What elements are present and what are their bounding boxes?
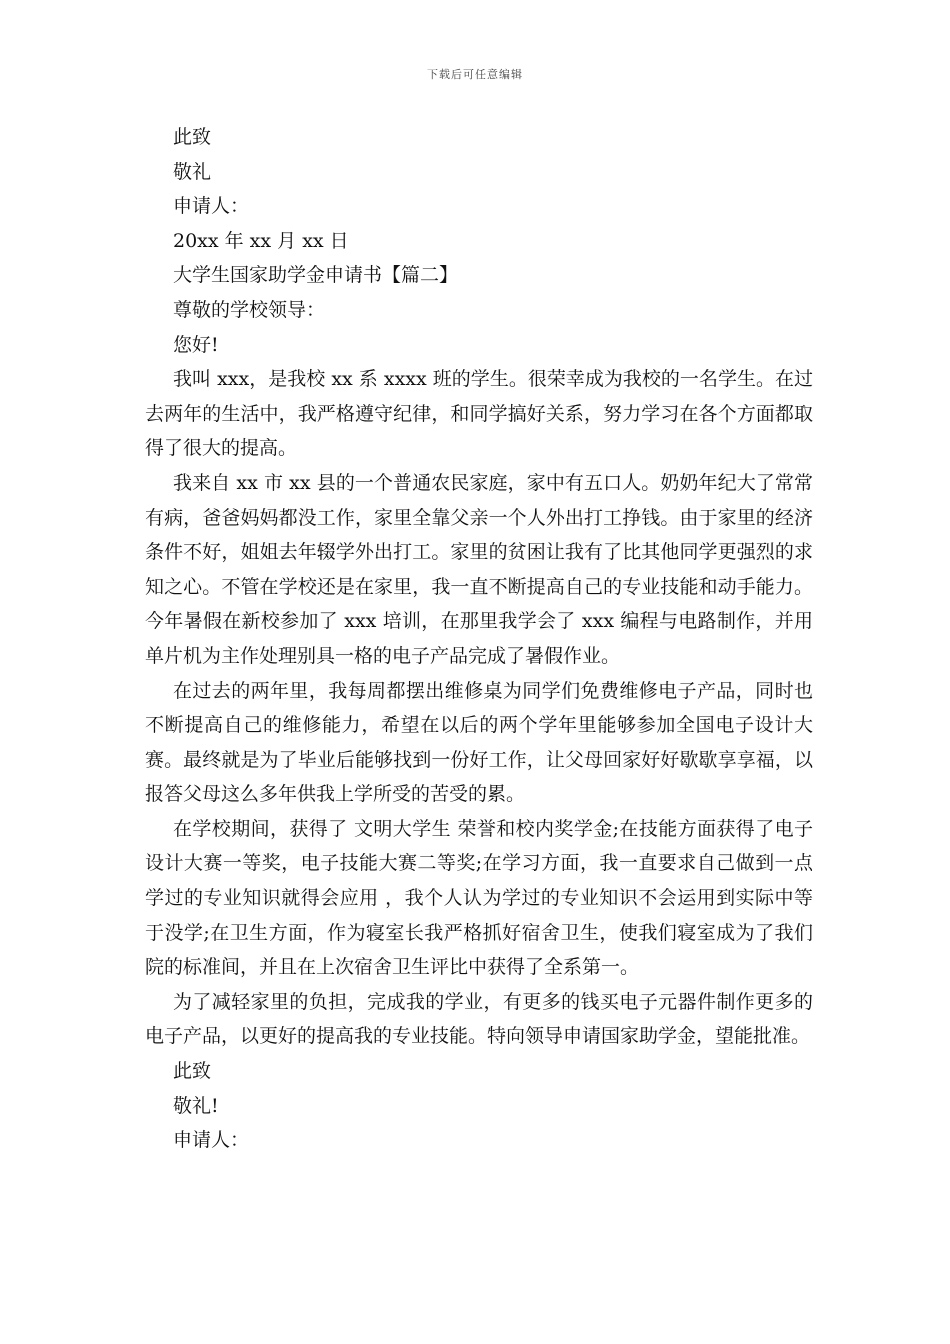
letter-hello: 您好! — [173, 333, 219, 356]
body-paragraph: 在学校期间，获得了 文明大学生 荣誉和校内奖学金;在技能方面获得了电子设计大赛一等奖，电子技能大赛二等奖;在学习方面，我一直要求自己做到一点 学过的专业知识就得会应用 ，我个人认为学过的专业知识不会运用到实际中等于没学;在卫生方面，作为寝室长我严格抓好宿舍卫生，使我们寝室成为了我们院的标准间，并且在上次宿舍卫生评比中获得了全系第一。 — [145, 817, 813, 979]
page-header: 下载后可任意编辑 — [427, 68, 523, 81]
applicant-label-2: 申请人： — [173, 1129, 250, 1152]
body-paragraph: 我叫 xxx，是我校 xx 系 xxxx 班的学生。很荣幸成为我校的一名学生。在过去两年的生活中，我严格遵守纪律，和同学搞好关系，努力学习在各个方面都取得了很大的提高。 — [145, 368, 813, 460]
letter-greeting: 尊敬的学校领导： — [173, 298, 326, 321]
letter-date: 20xx 年 xx 月 xx 日 — [173, 229, 349, 252]
letter-title: 大学生国家助学金申请书【篇二】 — [173, 264, 459, 287]
body-paragraph: 我来自 xx 市 xx 县的一个普通农民家庭，家中有五口人。奶奶年纪大了常常有病，爸爸妈妈都没工作，家里全靠父亲一个人外出打工挣钱。由于家里的经济条件不好，姐姐去年辍学外出打工。家里的贫困让我有了比其他同学更强烈的求知之心。不管在学校还是在家里，我一直不断提高自己的专业技能和动手能力。今年暑假在新校参加了 xxx 培训，在那里我学会了 xxx 编程与电路制作，并用单片机为主作处理别具一格的电子产品完成了暑假作业。 — [145, 471, 813, 667]
document-body — [145, 120, 813, 1158]
closing-salutation-2: 此致 — [173, 1060, 212, 1083]
applicant-label: 申请人： — [173, 195, 250, 218]
body-paragraph: 在过去的两年里，我每周都摆出维修桌为同学们免费维修电子产品，同时也不断提高自己的维修能力，希望在以后的两个学年里能够参加全国电子设计大赛。最终就是为了毕业后能够找到一份好工作，让父母回家好好歇歇享享福，以报答父母这么多年供我上学所受的苦受的累。 — [145, 679, 813, 806]
closing-regards-2: 敬礼! — [173, 1094, 219, 1117]
body-paragraph: 为了减轻家里的负担，完成我的学业，有更多的钱买电子元器件制作更多的电子产品，以更好的提高我的专业技能。特向领导申请国家助学金，望能批准。 — [145, 990, 813, 1048]
closing-salutation: 此致 — [173, 126, 212, 148]
closing-regards: 敬礼 — [173, 160, 212, 183]
